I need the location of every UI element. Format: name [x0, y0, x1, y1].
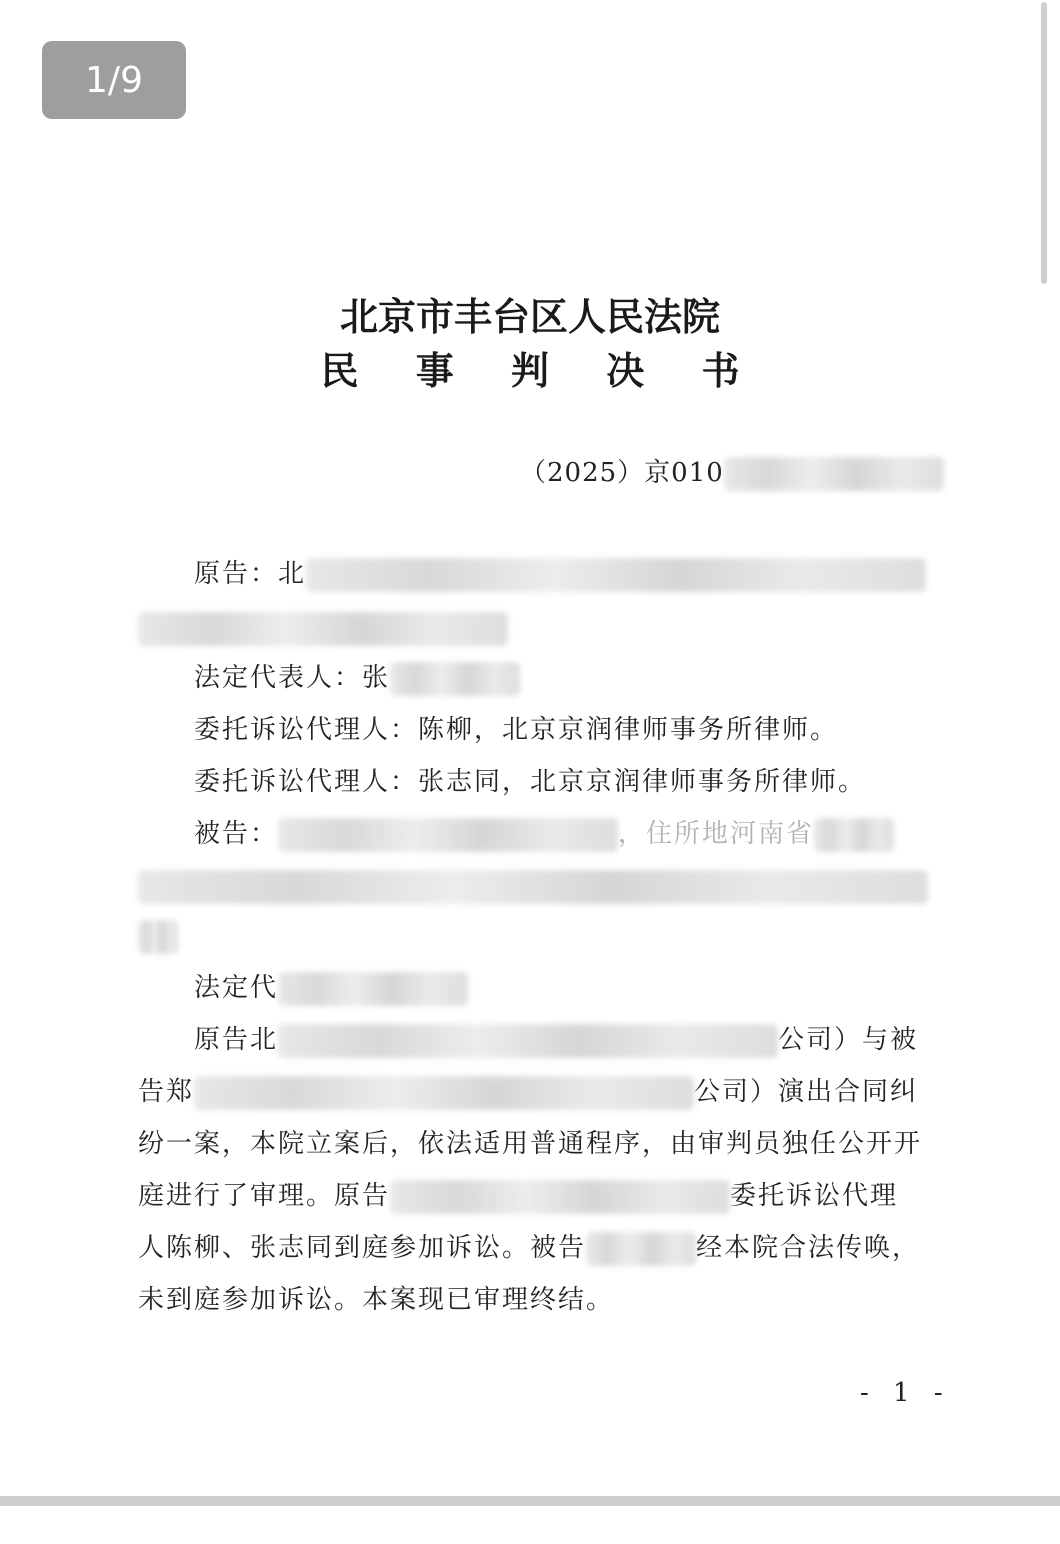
plaintiff-address-line	[138, 610, 508, 646]
para4-start: 庭进行了审理。原告	[138, 1181, 391, 1211]
para1-end: 公司）与被	[778, 1025, 919, 1055]
redaction-blur	[138, 920, 178, 954]
redaction-blur	[586, 1232, 696, 1266]
paragraph-line-6: 未到庭参加诉讼。本案现已审理终结。	[138, 1285, 615, 1315]
defendant-label: 被告：	[194, 819, 279, 849]
plaintiff-label: 原告：北	[194, 559, 307, 589]
plaintiff-line	[194, 556, 926, 592]
next-page-area	[0, 1506, 1060, 1544]
document-type: 民 事 判 决 书	[320, 348, 762, 393]
agent-line-1: 委托诉讼代理人：陈柳，北京京润律师事务所律师。	[194, 715, 839, 745]
redaction-blur	[390, 1180, 730, 1214]
legal-rep-label-2: 法定代	[194, 973, 279, 1003]
paragraph-line-3: 纷一案，本院立案后，依法适用普通程序，由审判员独任公开开	[138, 1129, 923, 1159]
scrollbar-track[interactable]	[1036, 0, 1060, 1500]
defendant-address-line-2	[138, 918, 178, 954]
legal-rep-label: 法定代表人：张	[194, 663, 391, 693]
para4-end: 委托诉讼代理	[730, 1181, 899, 1211]
page-counter: 1/9	[42, 41, 186, 119]
legal-rep-line-2	[194, 970, 468, 1006]
defendant-address-line-1	[138, 868, 928, 904]
para2-start: 告郑	[138, 1077, 195, 1107]
defendant-line	[194, 816, 894, 852]
agent-line-2: 委托诉讼代理人：张志同，北京京润律师事务所律师。	[194, 767, 867, 797]
redaction-blur	[814, 818, 894, 852]
case-number-prefix: （2025）京	[520, 458, 672, 488]
redaction-blur	[390, 662, 520, 696]
case-number	[520, 452, 944, 491]
para1-start: 原告北	[194, 1025, 279, 1055]
redaction-blur	[138, 612, 508, 646]
scrollbar-thumb[interactable]	[1041, 2, 1047, 284]
legal-rep-line-1	[194, 660, 520, 696]
para5-start: 人陈柳、张志同到庭参加诉讼。被告	[138, 1233, 587, 1263]
case-number-partial: 010	[671, 458, 724, 488]
paragraph-line-2	[138, 1074, 918, 1110]
page-number: - 1 -	[860, 1378, 951, 1408]
redaction-blur	[306, 558, 926, 592]
para2-end: 公司）演出合同纠	[694, 1077, 919, 1107]
paragraph-line-4	[138, 1178, 898, 1214]
para5-end: 经本院合法传唤，	[696, 1233, 921, 1263]
page-divider	[0, 1496, 1060, 1506]
redaction-blur	[724, 457, 944, 491]
redaction-blur	[278, 818, 618, 852]
redaction-blur	[194, 1076, 694, 1110]
paragraph-line-1	[194, 1022, 918, 1058]
paragraph-line-5	[138, 1230, 920, 1266]
redaction-blur	[138, 870, 928, 904]
redaction-blur	[278, 972, 468, 1006]
defendant-address-visible: ，住所地河南省	[618, 819, 815, 849]
redaction-blur	[278, 1024, 778, 1058]
court-name: 北京市丰台区人民法院	[339, 294, 720, 339]
